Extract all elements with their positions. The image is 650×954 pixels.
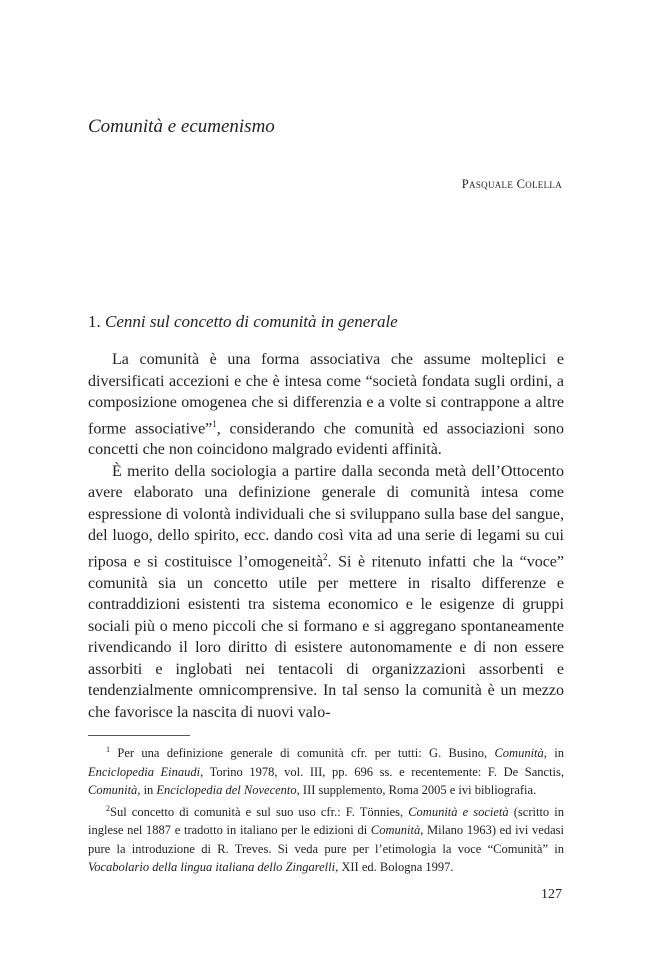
footnote-ref: 1	[212, 418, 217, 429]
body-text	[88, 349, 564, 723]
footnote-text: , XII ed. Bologna 1997.	[335, 860, 454, 875]
paragraph-text: , considerando che comunità ed associazioni sono concetti che non coincidono malgrado evidenti affinità.	[88, 419, 564, 459]
paragraph	[88, 349, 564, 461]
footnote-text: , III supplemento, Roma 2005 e ivi bibliografia.	[296, 783, 537, 798]
paragraph-text: . Si è ritenuto infatti che la “voce” comunità sia un concetto utile per mettere in risalto differenze e contraddizioni esistenti tra sistema economico e le esigenze di gruppi sociali più o meno piccoli che si formano e si aggregano spontaneamente rivendicando il loro diritto di esistere autonomamente e di non essere assorbiti e inglobati nei tentacoli di organizzazioni assorbenti e tendenzialmente omnicomprensive. In tal senso la comunità è un mezzo che favorisce la nascita di nuovi valo-	[88, 553, 565, 721]
section-title: Cenni sul concetto di comunità in generale	[105, 312, 398, 331]
footnote	[88, 800, 564, 877]
footnote-text: , Milano 1963) ed ivi vedasi pure la introduzione di R. Treves. Si veda pure per l’etimologia la voce “Comunità” in	[88, 823, 564, 856]
footnote-italic: Vocabolario della lingua italiana dello Zingarelli	[88, 860, 336, 875]
footnote-number: 1	[106, 745, 110, 754]
footnote-text: , in	[543, 746, 564, 761]
footnote	[88, 741, 564, 800]
footnote-italic: Comunità e società	[408, 804, 509, 819]
footnote-text: Sul concetto di comunità e sul suo uso cfr.: F. Tönnies,	[110, 804, 409, 819]
chapter-title: Comunità e ecumenismo	[88, 116, 275, 137]
footnote-ref: 2	[323, 551, 328, 562]
footnote-divider	[88, 735, 190, 736]
footnote-text: , Torino 1978, vol. III, pp. 696 ss. e recentemente: F. De Sanctis,	[200, 764, 565, 779]
author-name: Pasquale Colella	[461, 177, 562, 191]
section-heading	[88, 312, 398, 332]
paragraph-text: La comunità è una forma associativa che assume molteplici e diversificati accezioni e che è intesa come “società fondata sugli ordini, a composizione omogenea che si differenzia e a volte si contrappone a altre forme associative”	[88, 351, 564, 437]
footnote-italic: Comunità	[494, 746, 544, 761]
footnote-number: 2	[106, 803, 110, 813]
footnotes	[88, 741, 564, 877]
footnote-italic: Enciclopedia del Novecento	[156, 783, 297, 798]
footnote-italic: Enciclopedia Einaudi	[88, 764, 201, 779]
footnote-italic: Comunità	[88, 783, 138, 798]
paragraph	[88, 461, 564, 723]
footnote-text: (scritto in inglese nel 1887 e tradotto in italiano per le edizioni di	[88, 804, 564, 838]
section-number: 1.	[88, 312, 101, 331]
page-number: 127	[541, 887, 562, 902]
footnote-text: , in	[137, 783, 157, 798]
footnote-italic: Comunità	[370, 823, 421, 838]
paragraph-text: È merito della sociologia a partire dalla seconda metà dell’Ottocento avere elaborato una definizione generale di comunità intesa come espressione di volontà individuali che si sviluppano sulla base del sangue, del luogo, dello spirito, ecc. dando così vita ad una serie di legami su cui riposa e si costituisce l’omogeneità	[88, 462, 564, 571]
footnote-text: Per una definizione generale di comunità cfr. per tutti: G. Busino,	[117, 746, 495, 761]
